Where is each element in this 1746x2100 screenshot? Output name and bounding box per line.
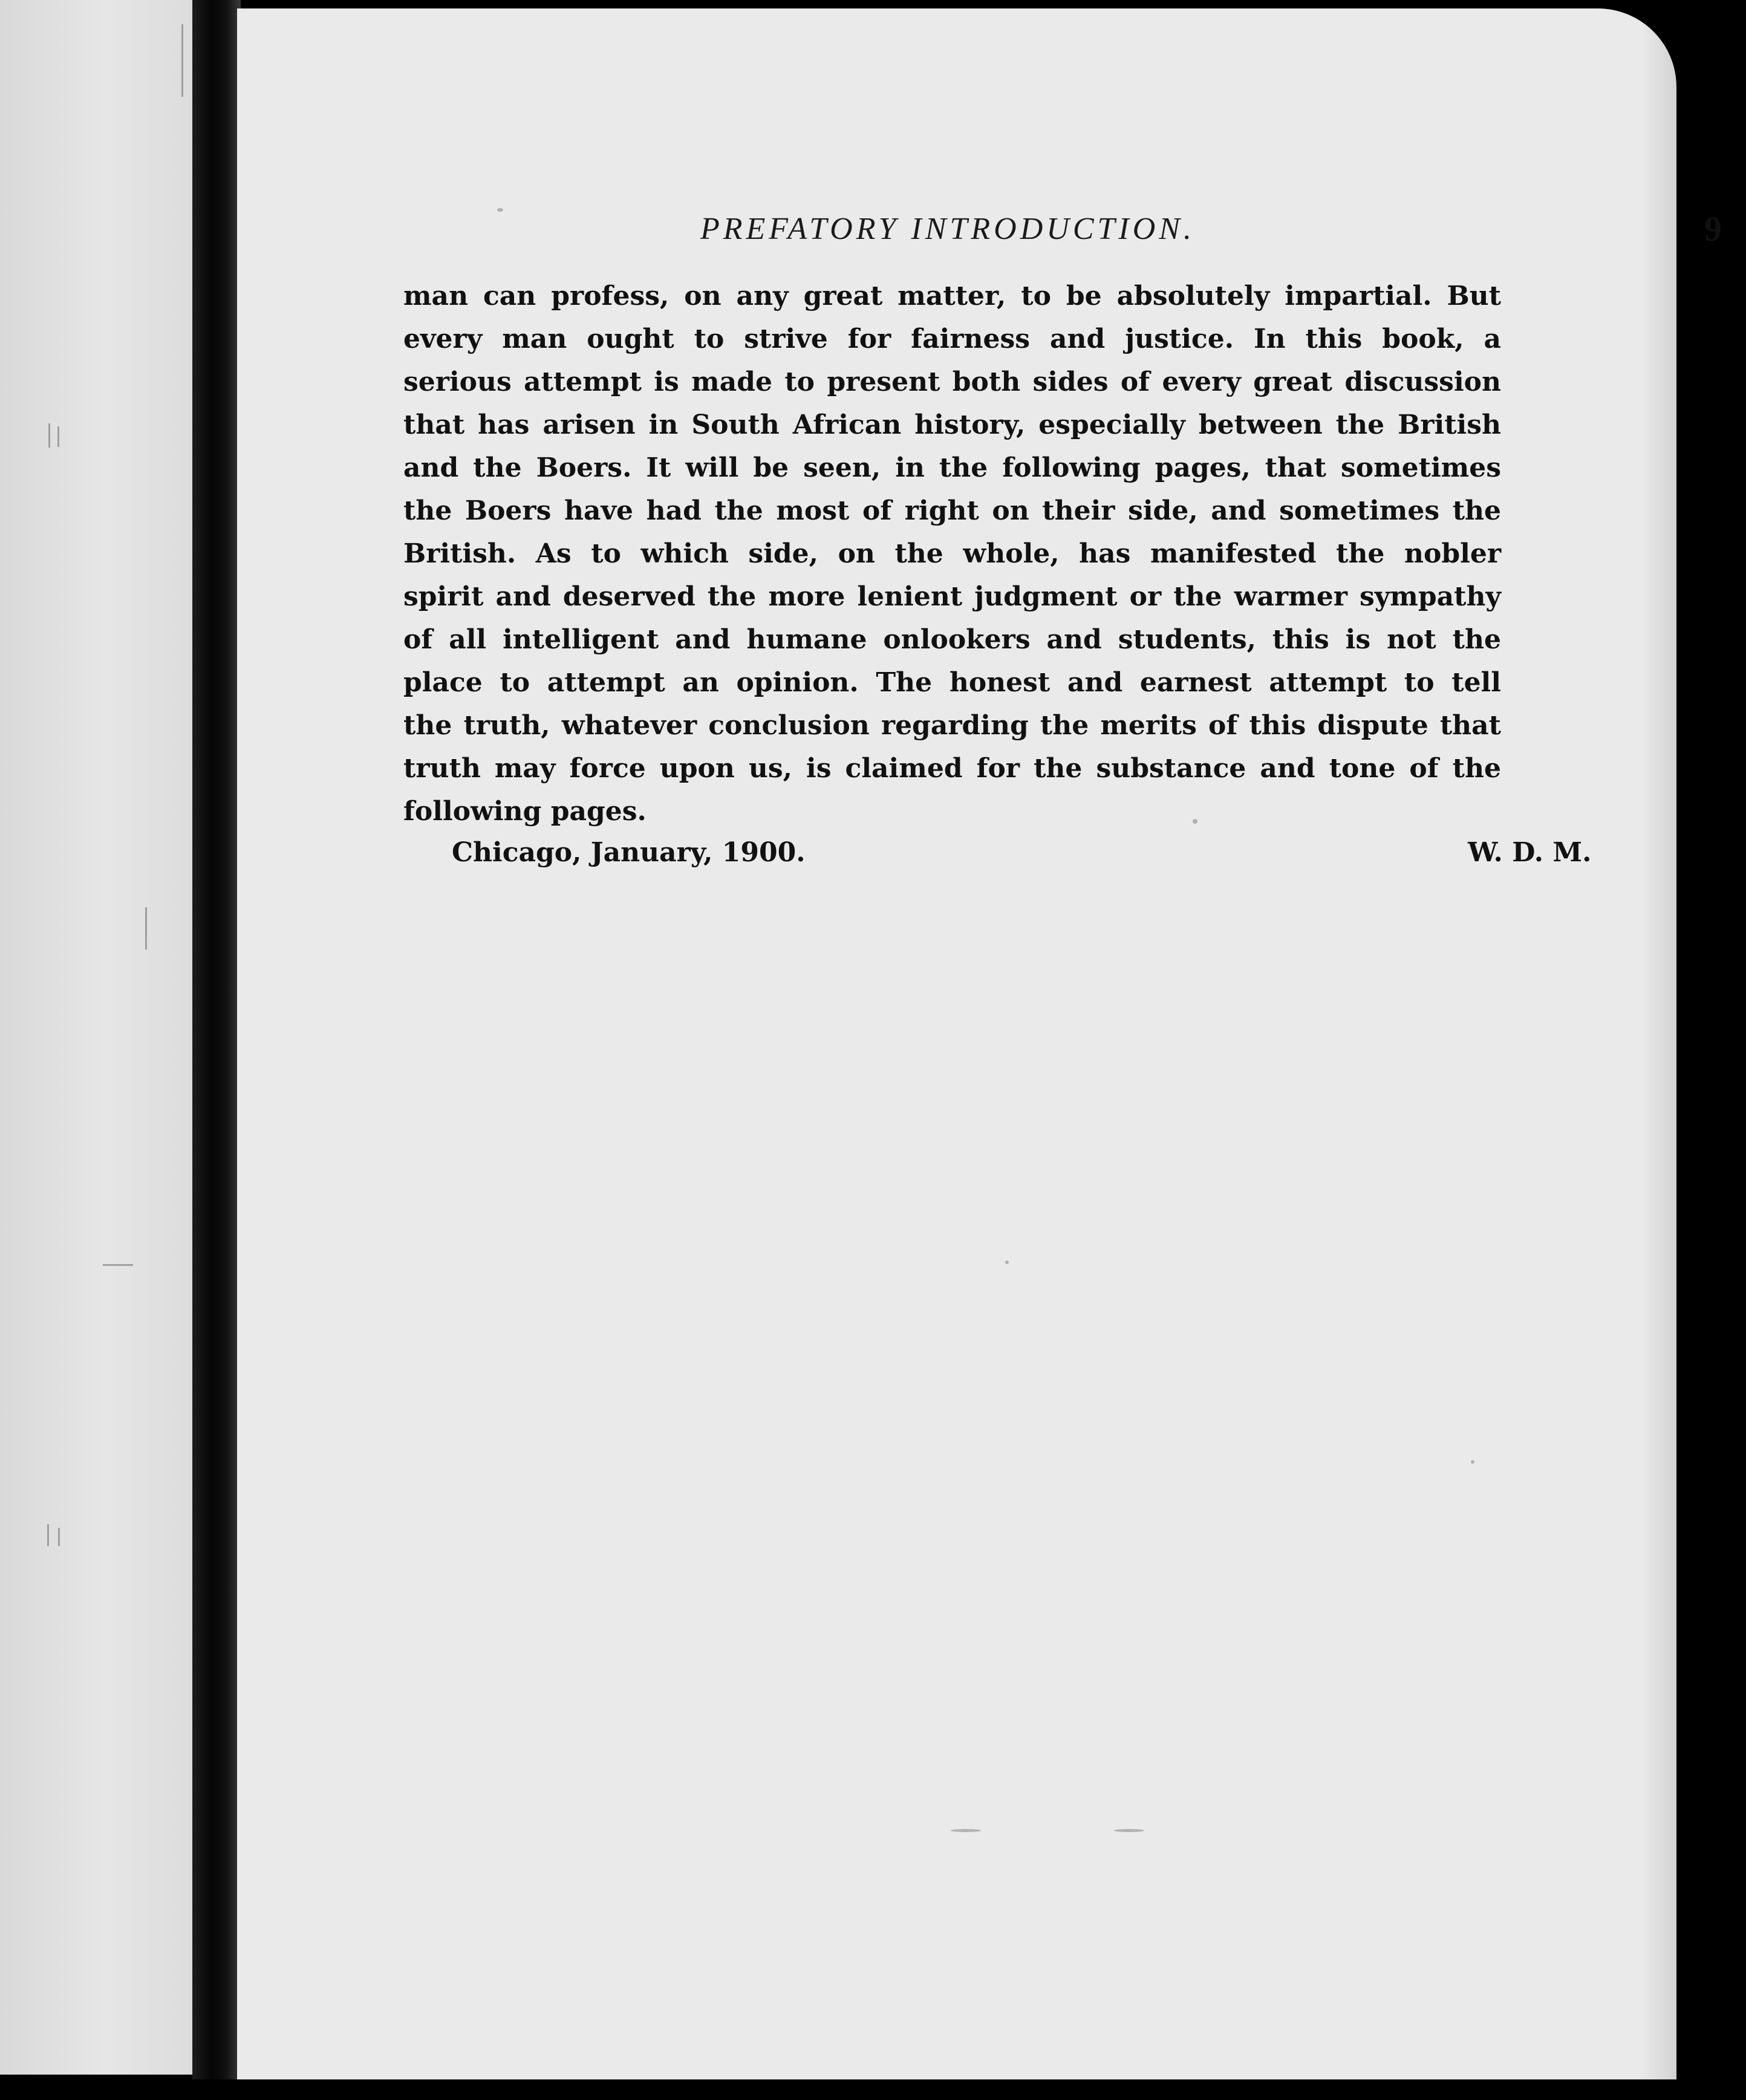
text-line: following pages. [403, 796, 647, 827]
text-line: man can profess, on any great matter, to be absolutely impartial. But [403, 281, 1501, 311]
text-line: British. As to which side, on the whole, has manifested the nobler [403, 538, 1501, 569]
author-initials: W. D. M. [1468, 837, 1592, 868]
running-head [397, 202, 1746, 256]
page-number: 9 [1704, 209, 1722, 249]
book-gutter [192, 0, 241, 2100]
facing-page-edge [0, 0, 192, 2075]
paper-fleck [48, 423, 50, 448]
text-line: place to attempt an opinion. The honest and earnest attempt to tell [403, 667, 1501, 698]
text-line: truth may force upon us, is claimed for the substance and tone of the [403, 753, 1501, 784]
book-page [237, 8, 1722, 2079]
text-line: that has arisen in South African history, especially between the British [403, 409, 1501, 440]
paper-fleck [145, 907, 147, 950]
paper-speck [951, 1829, 981, 1832]
paper-fleck [181, 24, 183, 97]
text-line: and the Boers. It will be seen, in the following pages, that sometimes [403, 452, 1501, 483]
signoff [403, 831, 1679, 874]
scan-bottom-edge [0, 2079, 1698, 2100]
text-line: serious attempt is made to present both sides of every great discussion [403, 367, 1501, 397]
paper-fleck [47, 1524, 49, 1546]
paper-fleck [103, 1264, 133, 1266]
paper-fleck [58, 1528, 60, 1546]
paper-speck [1005, 1260, 1009, 1264]
paper-speck [1114, 1829, 1144, 1832]
body-paragraph [403, 275, 1501, 833]
text-line: every man ought to strive for fairness and justice. In this book, a [403, 324, 1501, 354]
text-line: of all intelligent and humane onlookers and students, this is not the [403, 624, 1501, 655]
paper-speck [1471, 1460, 1474, 1464]
place-date: Chicago, January, 1900. [452, 837, 806, 868]
text-line: the truth, whatever conclusion regarding the merits of this dispute that [403, 710, 1501, 741]
text-line: spirit and deserved the more lenient judgment or the warmer sympathy [403, 581, 1501, 612]
text-line: the Boers have had the most of right on their side, and sometimes the [403, 495, 1501, 526]
paper-fleck [57, 426, 59, 447]
running-title: PREFATORY INTRODUCTION. [700, 212, 1195, 246]
